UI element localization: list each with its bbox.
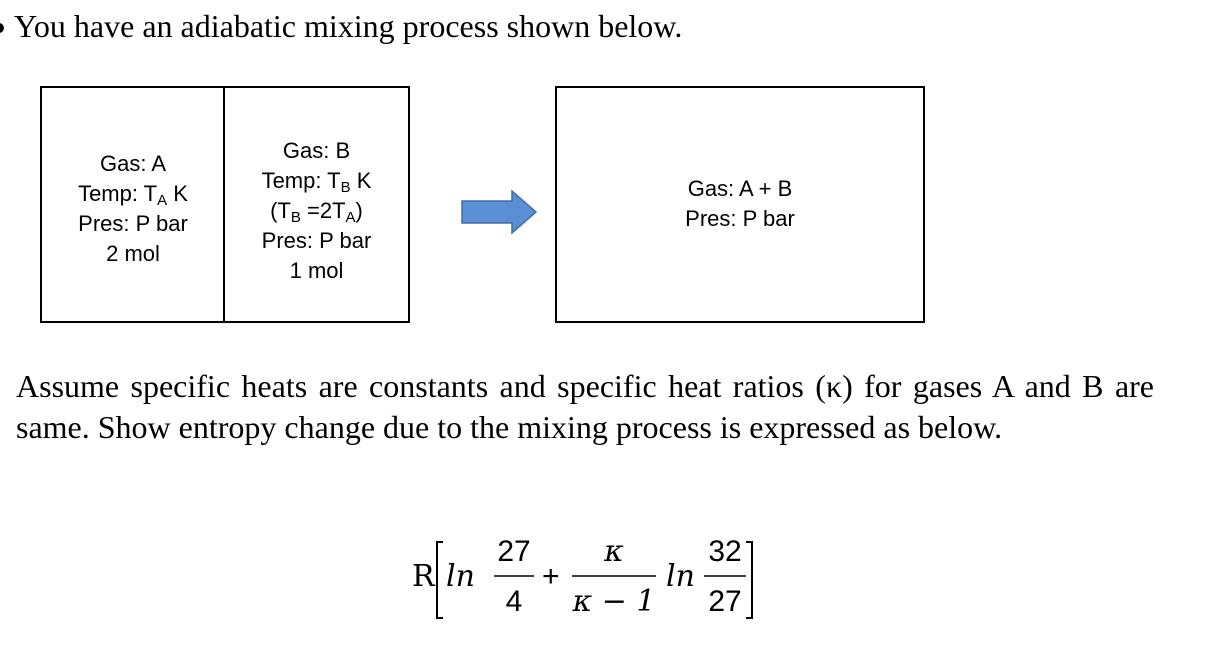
- bullet-mark: [0, 23, 4, 33]
- fraction-1-denominator: 4: [505, 585, 523, 618]
- gas-b-pressure: Pres: P bar: [261, 228, 372, 253]
- entropy-formula: [412, 534, 792, 624]
- right-bracket: [746, 542, 752, 618]
- mixture-pressure: Pres: P bar: [685, 206, 795, 231]
- problem-statement: Assume specific heats are constants and specific heat ratios (κ) for gases A and B are same. Show entropy change due to the mixing process is expressed as below.: [16, 368, 1154, 445]
- formula-ln-2: ln: [666, 559, 695, 594]
- gas-a-temp: Temp: $T_A$ K: [78, 181, 188, 209]
- mixture-gas: Gas: A + B: [687, 176, 793, 201]
- fraction-3-denominator: 27: [708, 585, 742, 618]
- gas-b-temp: Temp: $T_B$ K: [261, 168, 372, 196]
- intro-text: You have an adiabatic mixing process shown below.: [14, 8, 683, 44]
- gas-a-properties: [40, 149, 226, 269]
- fraction-1-numerator: 27: [497, 535, 531, 568]
- gas-a-name: Gas: A: [99, 151, 167, 176]
- mixture-properties: [555, 174, 925, 234]
- formula-plus: +: [542, 560, 560, 593]
- gas-b-temp-relation: $(T_B =2T_A)$: [270, 198, 363, 226]
- process-arrow-icon: [460, 189, 538, 235]
- formula-ln-1: ln: [446, 559, 475, 594]
- gas-a-moles: 2 mol: [106, 241, 160, 266]
- gas-b-moles: 1 mol: [289, 258, 344, 283]
- fraction-3-numerator: 32: [708, 535, 742, 568]
- gas-b-properties: [223, 136, 410, 286]
- gas-b-name: Gas: B: [282, 138, 351, 163]
- formula-r: R: [412, 559, 435, 594]
- left-bracket: [437, 542, 443, 618]
- gas-a-pressure: Pres: P bar: [78, 211, 188, 236]
- fraction-2-numerator: κ: [604, 534, 624, 569]
- fraction-2-denominator: κ − 1: [572, 584, 656, 619]
